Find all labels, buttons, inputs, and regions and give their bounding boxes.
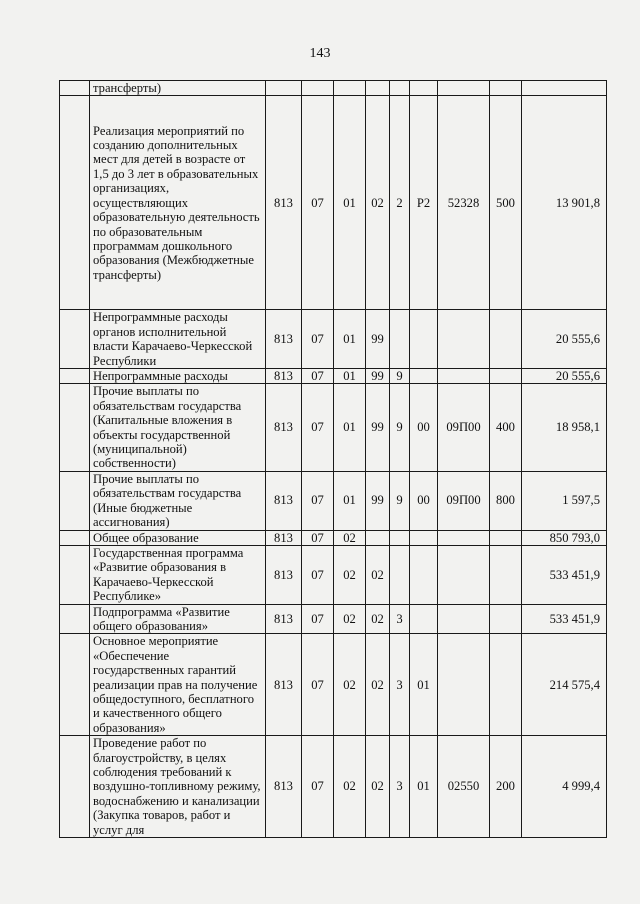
row-number-cell — [60, 471, 90, 530]
amount: 1 597,5 — [522, 471, 607, 530]
direction-code — [438, 634, 490, 736]
main-event-code: Р2 — [410, 96, 438, 310]
row-name: Непрограммные расходы органов исполнительной власти Карачаево-Черкесской Республики — [90, 310, 266, 369]
subprogram-code: 2 — [390, 96, 410, 310]
program-code: 02 — [366, 96, 390, 310]
main-event-code — [410, 81, 438, 96]
row-name: Непрограммные расходы — [90, 369, 266, 384]
program-code: 99 — [366, 310, 390, 369]
section-code: 07 — [302, 545, 334, 604]
ministry-code: 813 — [266, 310, 302, 369]
ministry-code: 813 — [266, 384, 302, 471]
subsection-code: 02 — [334, 604, 366, 634]
row-number-cell — [60, 310, 90, 369]
ministry-code: 813 — [266, 736, 302, 838]
table-row — [60, 310, 607, 369]
direction-code — [438, 545, 490, 604]
subprogram-code: 3 — [390, 634, 410, 736]
expense-type-code — [490, 604, 522, 634]
expense-type-code — [490, 369, 522, 384]
row-name: Прочие выплаты по обязательствам государства (Капитальные вложения в объекты государственной (муниципальной) собственности) — [90, 384, 266, 471]
row-name: Проведение работ по благоустройству, в целях соблюдения требований к воздушно-топливному режиму, водоснабжению и канализации (Закупка товаров, работ и услуг для — [90, 736, 266, 838]
direction-code — [438, 530, 490, 545]
row-number-cell — [60, 634, 90, 736]
main-event-code — [410, 545, 438, 604]
direction-code — [438, 369, 490, 384]
direction-code — [438, 81, 490, 96]
section-code: 07 — [302, 471, 334, 530]
table-row — [60, 736, 607, 838]
ministry-code: 813 — [266, 545, 302, 604]
section-code: 07 — [302, 604, 334, 634]
section-code: 07 — [302, 310, 334, 369]
ministry-code: 813 — [266, 471, 302, 530]
section-code: 07 — [302, 369, 334, 384]
main-event-code — [410, 530, 438, 545]
table-row — [60, 471, 607, 530]
subprogram-code — [390, 530, 410, 545]
row-name: Прочие выплаты по обязательствам государства (Иные бюджетные ассигнования) — [90, 471, 266, 530]
program-code: 02 — [366, 604, 390, 634]
amount: 533 451,9 — [522, 545, 607, 604]
row-number-cell — [60, 369, 90, 384]
subprogram-code: 9 — [390, 384, 410, 471]
subsection-code: 01 — [334, 369, 366, 384]
table-row — [60, 96, 607, 310]
subprogram-code — [390, 545, 410, 604]
table-row — [60, 81, 607, 96]
main-event-code — [410, 310, 438, 369]
table-row — [60, 545, 607, 604]
program-code: 99 — [366, 471, 390, 530]
budget-table — [59, 80, 607, 838]
section-code: 07 — [302, 634, 334, 736]
amount: 214 575,4 — [522, 634, 607, 736]
ministry-code: 813 — [266, 530, 302, 545]
section-code: 07 — [302, 96, 334, 310]
ministry-code: 813 — [266, 604, 302, 634]
row-number-cell — [60, 545, 90, 604]
row-number-cell — [60, 604, 90, 634]
subprogram-code — [390, 310, 410, 369]
amount: 18 958,1 — [522, 384, 607, 471]
expense-type-code: 800 — [490, 471, 522, 530]
expense-type-code — [490, 530, 522, 545]
subprogram-code: 3 — [390, 604, 410, 634]
program-code: 02 — [366, 736, 390, 838]
page-number: 143 — [309, 46, 331, 61]
row-name: Реализация мероприятий по созданию дополнительных мест для детей в возрасте от 1,5 до 3 лет в образовательных организациях, осуществляющих образовательную деятельность по образовательным программам дошкольного образования (Межбюджетные трансферты) — [90, 96, 266, 310]
ministry-code: 813 — [266, 96, 302, 310]
subsection-code: 01 — [334, 96, 366, 310]
subprogram-code — [390, 81, 410, 96]
row-name: Подпрограмма «Развитие общего образования» — [90, 604, 266, 634]
amount: 13 901,8 — [522, 96, 607, 310]
table-row — [60, 634, 607, 736]
expense-type-code — [490, 545, 522, 604]
direction-code: 02550 — [438, 736, 490, 838]
expense-type-code — [490, 310, 522, 369]
row-number-cell — [60, 96, 90, 310]
section-code: 07 — [302, 736, 334, 838]
amount — [522, 81, 607, 96]
direction-code: 09П00 — [438, 384, 490, 471]
expense-type-code: 400 — [490, 384, 522, 471]
row-name: Основное мероприятие «Обеспечение государственных гарантий реализации прав на получение общедоступного, бесплатного и качественного общего образования» — [90, 634, 266, 736]
row-name: трансферты) — [90, 81, 266, 96]
row-name: Государственная программа «Развитие образования в Карачаево-Черкесской Республике» — [90, 545, 266, 604]
table-row — [60, 369, 607, 384]
expense-type-code — [490, 81, 522, 96]
program-code: 99 — [366, 384, 390, 471]
amount: 850 793,0 — [522, 530, 607, 545]
subsection-code: 01 — [334, 471, 366, 530]
row-name: Общее образование — [90, 530, 266, 545]
program-code: 99 — [366, 369, 390, 384]
program-code: 02 — [366, 545, 390, 604]
main-event-code: 00 — [410, 471, 438, 530]
section-code — [302, 81, 334, 96]
amount: 20 555,6 — [522, 369, 607, 384]
ministry-code: 813 — [266, 369, 302, 384]
program-code — [366, 81, 390, 96]
expense-type-code — [490, 634, 522, 736]
subprogram-code: 9 — [390, 471, 410, 530]
subsection-code: 02 — [334, 530, 366, 545]
table-row — [60, 604, 607, 634]
direction-code — [438, 604, 490, 634]
row-number-cell — [60, 81, 90, 96]
amount: 20 555,6 — [522, 310, 607, 369]
ministry-code — [266, 81, 302, 96]
main-event-code — [410, 369, 438, 384]
expense-type-code: 200 — [490, 736, 522, 838]
amount: 533 451,9 — [522, 604, 607, 634]
row-number-cell — [60, 530, 90, 545]
subsection-code: 01 — [334, 384, 366, 471]
subsection-code: 02 — [334, 736, 366, 838]
direction-code: 09П00 — [438, 471, 490, 530]
main-event-code: 00 — [410, 384, 438, 471]
expense-type-code: 500 — [490, 96, 522, 310]
subsection-code — [334, 81, 366, 96]
program-code — [366, 530, 390, 545]
amount: 4 999,4 — [522, 736, 607, 838]
table-row — [60, 530, 607, 545]
subsection-code: 02 — [334, 634, 366, 736]
ministry-code: 813 — [266, 634, 302, 736]
subsection-code: 01 — [334, 310, 366, 369]
direction-code — [438, 310, 490, 369]
main-event-code — [410, 604, 438, 634]
table-body — [60, 81, 607, 838]
direction-code: 52328 — [438, 96, 490, 310]
table-row — [60, 384, 607, 471]
program-code: 02 — [366, 634, 390, 736]
main-event-code: 01 — [410, 736, 438, 838]
subprogram-code: 9 — [390, 369, 410, 384]
section-code: 07 — [302, 384, 334, 471]
main-event-code: 01 — [410, 634, 438, 736]
subsection-code: 02 — [334, 545, 366, 604]
row-number-cell — [60, 384, 90, 471]
row-number-cell — [60, 736, 90, 838]
section-code: 07 — [302, 530, 334, 545]
subprogram-code: 3 — [390, 736, 410, 838]
